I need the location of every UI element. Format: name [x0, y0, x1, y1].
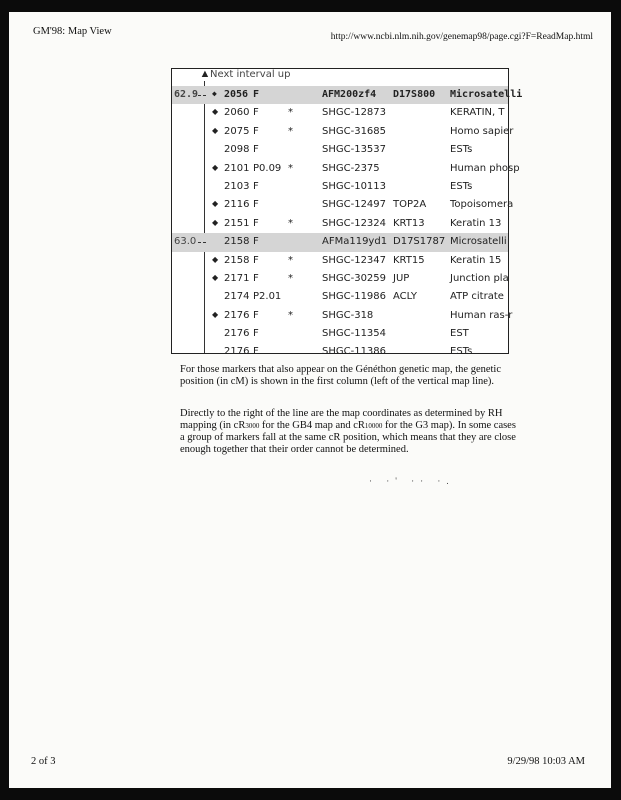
- confidence-flag: F: [253, 309, 259, 321]
- gene-description: Microsatelli: [450, 89, 523, 100]
- confidence-flag: F: [253, 217, 259, 229]
- confidence-flag: F: [253, 328, 259, 340]
- p2-text-a: Directly to the right of the line are the map coordinates as determined by RH mapping (in cR: [180, 408, 503, 431]
- marker-name[interactable]: AFM200zf4: [322, 89, 377, 100]
- rh-position: 2171: [224, 272, 250, 284]
- diamond-icon: ◆: [212, 199, 219, 209]
- table-row[interactable]: [172, 141, 508, 159]
- confidence-flag: F: [253, 272, 259, 284]
- gene-description: Junction pla: [450, 272, 509, 284]
- marker-name[interactable]: SHGC-12347: [322, 254, 387, 266]
- diamond-icon: ◆: [212, 309, 219, 319]
- table-row[interactable]: [172, 288, 508, 306]
- marker-name[interactable]: SHGC-13537: [322, 144, 387, 156]
- rh-position: 2174: [224, 291, 250, 303]
- rh-position: 2116: [224, 199, 250, 211]
- marker-name[interactable]: SHGC-11386: [322, 346, 387, 358]
- star-icon: *: [288, 272, 293, 284]
- up-arrow-icon[interactable]: ▲: [199, 68, 211, 80]
- table-row[interactable]: [172, 178, 508, 196]
- tick-mark: [198, 95, 206, 96]
- gene-description: Keratin 15: [450, 254, 502, 266]
- p2-text-b: for the GB4 map and cR: [259, 420, 365, 431]
- marker-name[interactable]: SHGC-318: [322, 309, 374, 321]
- gene-description: Human phosp: [450, 162, 520, 174]
- tick-mark: [198, 242, 206, 243]
- diamond-icon: ◆: [212, 272, 219, 282]
- gene-symbol: KRT15: [393, 254, 425, 266]
- gene-description: Homo sapier: [450, 125, 514, 137]
- gene-symbol: JUP: [393, 272, 410, 284]
- rh-position: 2176: [224, 328, 250, 340]
- gene-symbol: D17S800: [393, 89, 436, 100]
- confidence-flag: P2.01: [253, 291, 282, 303]
- gene-description: Human ras-r: [450, 309, 513, 321]
- confidence-flag: P0.09: [253, 162, 282, 174]
- genetic-position: 63.0: [174, 236, 197, 248]
- app-title: GM'98: Map View: [33, 26, 112, 37]
- diamond-icon: ◆: [212, 89, 217, 98]
- rh-position: 2101: [224, 162, 250, 174]
- confidence-flag: F: [253, 107, 259, 119]
- map-view-panel: [171, 68, 523, 358]
- genetic-position: 62.9: [174, 89, 199, 100]
- gene-description: EST: [450, 328, 469, 340]
- marker-list: [172, 86, 523, 362]
- printed-page: [9, 12, 611, 788]
- rh-position: 2060: [224, 107, 250, 119]
- diamond-icon: ◆: [212, 254, 219, 264]
- rh-position: 2176: [224, 346, 250, 358]
- gene-description: ESTs: [450, 144, 473, 156]
- paragraph-rh-mapping: [180, 408, 520, 456]
- table-row[interactable]: [172, 86, 523, 104]
- gene-symbol: TOP2A: [393, 199, 427, 211]
- gene-description: ESTs: [450, 346, 473, 358]
- table-row[interactable]: [172, 343, 508, 361]
- table-row[interactable]: [172, 123, 514, 141]
- star-icon: *: [288, 107, 293, 119]
- scan-specks: · ·' ·· ·.: [369, 476, 455, 486]
- gene-description: ATP citrate: [450, 291, 504, 303]
- gene-description: KERATIN, T: [450, 107, 505, 119]
- confidence-flag: F: [253, 180, 259, 192]
- marker-name[interactable]: SHGC-10113: [322, 180, 387, 192]
- marker-name[interactable]: SHGC-30259: [322, 272, 387, 284]
- table-row[interactable]: [172, 252, 508, 270]
- table-row[interactable]: [172, 270, 508, 288]
- page-url: http://www.ncbi.nlm.nih.gov/genemap98/page.cgi?F=ReadMap.html: [330, 32, 593, 42]
- table-row[interactable]: [172, 160, 520, 178]
- marker-name[interactable]: SHGC-11354: [322, 328, 387, 340]
- marker-name[interactable]: SHGC-31685: [322, 125, 387, 137]
- star-icon: *: [288, 254, 293, 266]
- star-icon: *: [288, 309, 293, 321]
- marker-name[interactable]: SHGC-12324: [322, 217, 387, 229]
- rh-position: 2056: [224, 89, 249, 100]
- confidence-flag: F: [253, 144, 259, 156]
- gene-description: ESTs: [450, 180, 473, 192]
- gene-symbol: D17S1787: [393, 236, 446, 248]
- diamond-icon: ◆: [212, 125, 219, 135]
- diamond-icon: ◆: [212, 107, 219, 117]
- table-row[interactable]: [172, 233, 508, 251]
- print-datetime: 9/29/98 10:03 AM: [507, 756, 585, 767]
- table-row[interactable]: [172, 196, 514, 214]
- marker-name[interactable]: SHGC-12873: [322, 107, 387, 119]
- gene-description: Keratin 13: [450, 217, 502, 229]
- rh-position: 2176: [224, 309, 250, 321]
- diamond-icon: ◆: [212, 162, 219, 172]
- paragraph-genethon: For those markers that also appear on the Généthon genetic map, the genetic position (in cM) is shown in the first column (left of the vertical map line).: [180, 364, 502, 387]
- marker-name[interactable]: AFMa119yd1: [322, 236, 388, 248]
- gene-symbol: ACLY: [393, 291, 417, 303]
- rh-position: 2098: [224, 144, 250, 156]
- p2-text-c: for the G3 map). In some cases a group of markers fall at the same cR position, which means that they are close enough together that their order cannot be determined.: [180, 420, 516, 455]
- star-icon: *: [288, 162, 293, 174]
- diamond-icon: ◆: [212, 217, 219, 227]
- rh-position: 2158: [224, 236, 250, 248]
- gene-description: Topoisomera: [450, 199, 514, 211]
- page-number: 2 of 3: [31, 756, 56, 767]
- table-row[interactable]: [172, 325, 508, 343]
- gene-description: Microsatelli: [450, 236, 507, 248]
- rh-position: 2151: [224, 217, 250, 229]
- star-icon: *: [288, 217, 293, 229]
- marker-name[interactable]: SHGC-11986: [322, 291, 387, 303]
- p2-sub-3000: 3000: [245, 422, 260, 430]
- gene-symbol: KRT13: [393, 217, 425, 229]
- marker-name[interactable]: SHGC-2375: [322, 162, 380, 174]
- table-row[interactable]: [172, 307, 513, 325]
- table-row[interactable]: [172, 215, 508, 233]
- confidence-flag: F: [253, 254, 259, 266]
- p2-sub-10000: 10000: [364, 422, 383, 430]
- marker-name[interactable]: SHGC-12497: [322, 199, 387, 211]
- next-interval-link[interactable]: Next interval up: [210, 69, 291, 80]
- rh-position: 2075: [224, 125, 250, 137]
- rh-position: 2103: [224, 180, 250, 192]
- confidence-flag: F: [253, 199, 259, 211]
- table-row[interactable]: [172, 104, 508, 122]
- confidence-flag: F: [253, 125, 259, 137]
- confidence-flag: F: [253, 346, 259, 358]
- confidence-flag: F: [253, 89, 260, 100]
- rh-position: 2158: [224, 254, 250, 266]
- confidence-flag: F: [253, 236, 259, 248]
- star-icon: *: [288, 125, 293, 137]
